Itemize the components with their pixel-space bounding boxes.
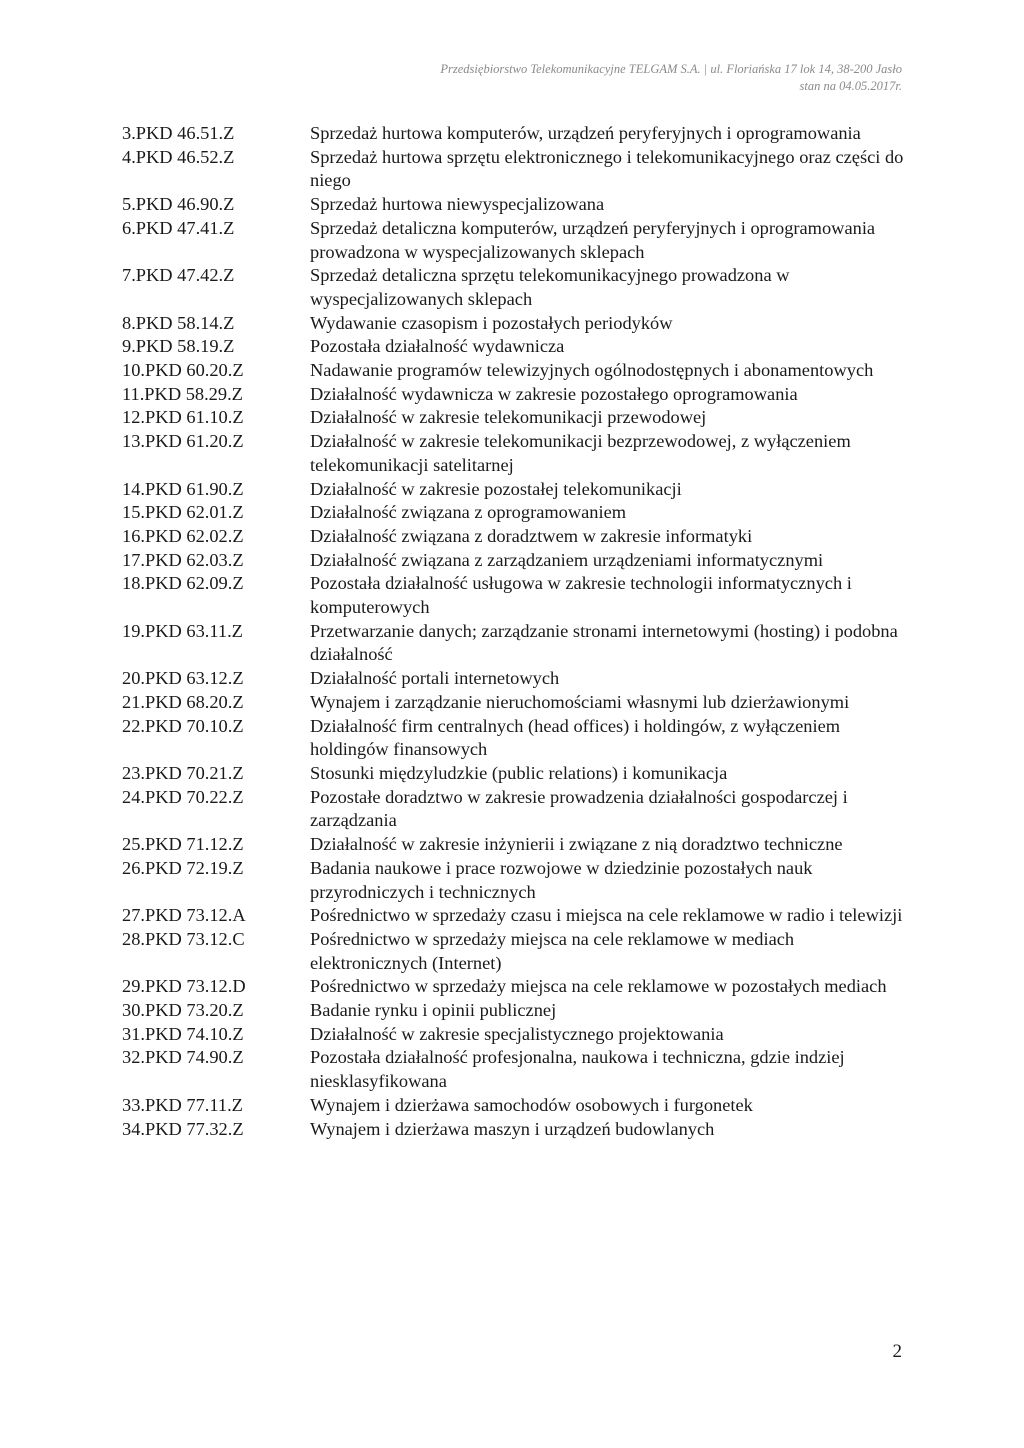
pkd-code: 3.PKD 46.51.Z [122,123,235,143]
pkd-code: 23.PKD 70.21.Z [122,762,244,783]
pkd-description: Pozostała działalność usługowa w zakresie technologii informatycznych i komputerowych [310,573,852,618]
list-item [122,525,912,549]
list-item [122,857,912,904]
pkd-description: Działalność firm centralnych (head offices) i holdingów, z wyłączeniem holdingów finansowych [310,715,841,760]
pkd-code: 18.PKD 62.09.Z [122,573,244,594]
list-item [122,691,912,715]
pkd-description: Działalność związana z oprogramowaniem [310,502,627,523]
pkd-description: Sprzedaż hurtowa niewyspecjalizowana [310,194,605,215]
pkd-description: Nadawanie programów telewizyjnych ogólnodostępnych i abonamentowych [310,360,874,381]
list-item [122,501,912,525]
pkd-code: 10.PKD 60.20.Z [122,360,244,381]
pkd-code: 26.PKD 72.19.Z [122,857,244,878]
list-item [122,975,912,999]
pkd-description: Działalność w zakresie telekomunikacji bezprzewodowej, z wyłączeniem telekomunikacji satelitarnej [310,431,851,475]
pkd-description: Pozostała działalność wydawnicza [310,336,565,357]
pkd-description: Wynajem i dzierżawa maszyn i urządzeń budowlanych [310,1118,715,1139]
pkd-code: 19.PKD 63.11.Z [122,620,243,641]
list-item [122,383,912,407]
list-item [122,359,912,383]
list-item [122,406,912,430]
pkd-code: 32.PKD 74.90.Z [122,1047,244,1068]
list-item [122,1023,912,1047]
page-header [202,61,902,95]
pkd-description: Badanie rynku i opinii publicznej [310,1000,557,1021]
list-item [122,217,912,264]
pkd-code: 21.PKD 68.20.Z [122,691,244,712]
pkd-description: Przetwarzanie danych; zarządzanie stronami internetowymi (hosting) i podobna działalność [310,620,898,665]
header-date-line: stan na 04.05.2017r. [799,79,902,93]
pkd-code: 4.PKD 46.52.Z [122,146,235,167]
pkd-description: Działalność w zakresie pozostałej telekomunikacji [310,478,682,499]
list-item [122,667,912,691]
pkd-code: 16.PKD 62.02.Z [122,525,244,546]
pkd-description: Wynajem i dzierżawa samochodów osobowych i furgonetek [310,1094,753,1115]
pkd-description: Wydawanie czasopism i pozostałych periodyków [310,312,673,333]
list-item [122,928,912,975]
pkd-description: Pozostałe doradztwo w zakresie prowadzenia działalności gospodarczej i zarządzania [310,786,848,831]
pkd-description: Działalność w zakresie specjalistycznego projektowania [310,1023,724,1044]
pkd-code: 11.PKD 58.29.Z [122,383,243,404]
pkd-code: 13.PKD 61.20.Z [122,431,244,452]
pkd-code: 9.PKD 58.19.Z [122,336,235,357]
pkd-description: Sprzedaż detaliczna sprzętu telekomunikacyjnego prowadzona w wyspecjalizowanych sklepach [310,265,790,309]
pkd-code: 30.PKD 73.20.Z [122,1000,244,1021]
list-item [122,620,912,667]
list-item [122,786,912,833]
list-item [122,122,912,146]
pkd-description: Działalność wydawnicza w zakresie pozostałego oprogramowania [310,383,798,404]
list-item [122,1094,912,1118]
list-item [122,715,912,762]
list-item [122,999,912,1023]
pkd-description: Sprzedaż hurtowa komputerów, urządzeń peryferyjnych i oprogramowania [310,123,861,143]
pkd-description: Działalność portali internetowych [310,668,560,689]
pkd-description: Działalność związana z doradztwem w zakresie informatyki [310,525,753,546]
pkd-code: 5.PKD 46.90.Z [122,194,235,215]
list-item [122,904,912,928]
pkd-code: 22.PKD 70.10.Z [122,715,244,736]
list-item [122,264,912,311]
pkd-description: Działalność w zakresie telekomunikacji przewodowej [310,407,707,428]
list-item [122,572,912,619]
pkd-code: 29.PKD 73.12.D [122,976,246,997]
pkd-code: 27.PKD 73.12.A [122,905,246,926]
pkd-description: Pozostała działalność profesjonalna, naukowa i techniczna, gdzie indziej niesklasyfikowana [310,1047,845,1092]
header-company-line: Przedsiębiorstwo Telekomunikacyjne TELGAM S.A. | ul. Floriańska 17 lok 14, 38-200 Jasło [440,62,902,76]
pkd-description: Badania naukowe i prace rozwojowe w dziedzinie pozostałych nauk przyrodniczych i technicznych [310,857,813,902]
pkd-code: 8.PKD 58.14.Z [122,312,235,333]
list-item [122,146,912,193]
pkd-code: 25.PKD 71.12.Z [122,834,244,855]
pkd-description: Sprzedaż hurtowa sprzętu elektronicznego i telekomunikacyjnego oraz części do niego [310,146,904,191]
pkd-description: Działalność związana z zarządzaniem urządzeniami informatycznymi [310,549,824,570]
list-item [122,478,912,502]
pkd-code: 12.PKD 61.10.Z [122,407,244,428]
pkd-code: 6.PKD 47.41.Z [122,217,235,238]
pkd-activity-list [122,122,912,1141]
list-item [122,312,912,336]
pkd-code: 28.PKD 73.12.C [122,928,245,949]
pkd-code: 33.PKD 77.11.Z [122,1094,243,1115]
pkd-code: 20.PKD 63.12.Z [122,668,244,689]
list-item [122,1046,912,1093]
list-item [122,549,912,573]
page-number: 2 [892,1341,902,1362]
pkd-code: 34.PKD 77.32.Z [122,1118,244,1139]
list-item [122,833,912,857]
list-item [122,430,912,477]
pkd-description: Pośrednictwo w sprzedaży czasu i miejsca na cele reklamowe w radio i telewizji [310,905,903,926]
list-item [122,762,912,786]
pkd-code: 15.PKD 62.01.Z [122,502,244,523]
pkd-description: Pośrednictwo w sprzedaży miejsca na cele reklamowe w mediach elektronicznych (Internet) [310,928,795,973]
pkd-code: 7.PKD 47.42.Z [122,265,235,286]
pkd-code: 17.PKD 62.03.Z [122,549,244,570]
pkd-description: Stosunki międzyludzkie (public relations) i komunikacja [310,762,728,783]
pkd-description: Pośrednictwo w sprzedaży miejsca na cele reklamowe w pozostałych mediach [310,976,887,997]
pkd-description: Wynajem i zarządzanie nieruchomościami własnymi lub dzierżawionymi [310,691,850,712]
pkd-code: 24.PKD 70.22.Z [122,786,244,807]
pkd-description: Działalność w zakresie inżynierii i związane z nią doradztwo techniczne [310,834,843,855]
list-item [122,335,912,359]
pkd-code: 31.PKD 74.10.Z [122,1023,244,1044]
pkd-description: Sprzedaż detaliczna komputerów, urządzeń peryferyjnych i oprogramowania prowadzona w wyspecjalizowanych sklepach [310,217,876,262]
pkd-code: 14.PKD 61.90.Z [122,478,244,499]
list-item [122,193,912,217]
list-item [122,1118,912,1142]
